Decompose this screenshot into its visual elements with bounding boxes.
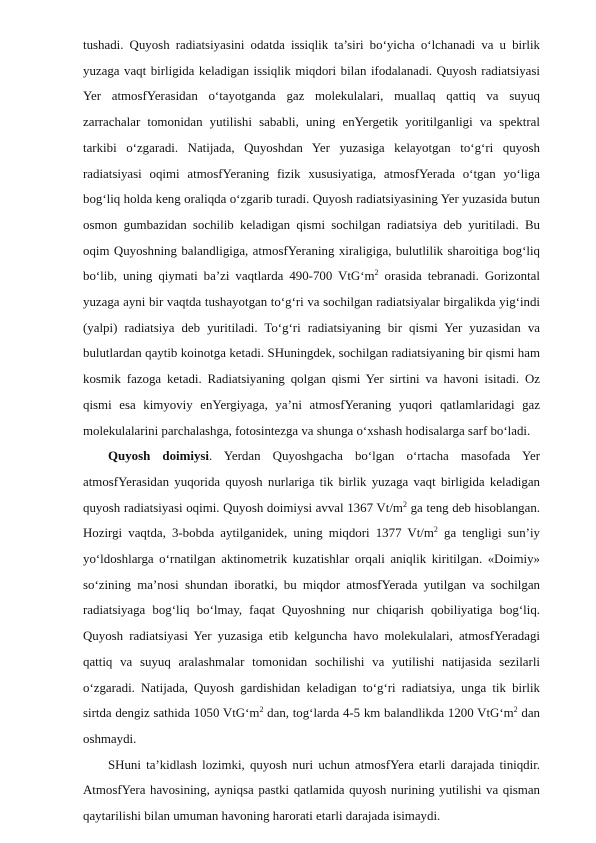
- superscript: 2: [374, 268, 379, 278]
- paragraph-atmosphere: [83, 753, 540, 830]
- paragraph-text: dan oshmaydi.: [83, 706, 540, 746]
- superscript: 2: [513, 705, 518, 715]
- paragraph-text: SHuni ta’kidlash lozimki, quyosh nuri uchun atmosfYera etarli darajada tiniqdir. AtmosfYera havosining, ayniqsa pastki qatlamida quyosh nurining yutilishi va qisman qaytarilishi bilan umuman havoning harorati etarli darajada isimaydi.: [83, 757, 540, 824]
- paragraph-text: ga tengligi sun’iy yo‘ldoshlarga o‘rnatilgan aktinometrik kuzatishlar orqali aniqlik kiritilgan. «Doimiy» so‘zining ma’nosi shundan iboratki, bu miqdor atmosfYerada yutilgan va sochilgan radiatsiyaga bog‘liq bo‘lmay, faqat Quyoshning nur chiqarish qobiliyatiga bog‘liq. Quyosh radiatsiyasi Yer yuzasiga etib kelguncha havo molekulalari, atmosfYeradagi qattiq va suyuq aralashmalar tomonidan sochilishi va yutilishi natijasida sezilarli o‘zgaradi. Natijada, Quyosh gardishidan keladigan to‘g‘ri radiatsiya, unga tik birlik sirtda dengiz sathida 1050 VtG‘m: [83, 526, 540, 721]
- superscript: 2: [433, 525, 438, 535]
- paragraph-text: dan, tog‘larda 4-5 km balandlikda 1200 VtG‘m: [263, 706, 514, 721]
- term-heading: Quyosh doimiysi: [108, 449, 209, 464]
- paragraph-text: orasida tebranadi. Gorizontal yuzaga ayni bir vaqtda tushayotgan to‘g‘ri va sochilgan radiatsiyalar birgalikda yig‘indi (yalpi) radiatsiya deb yuritiladi. To‘g‘ri radiatsiyaning bir qismi Yer yuzasidan va bulutlardan qaytib koinotga ketadi. SHuningdek, sochilgan radiatsiyaning bir qismi ham kosmik fazoga ketadi. Radiatsiyaning qolgan qismi Yer sirtini va havoni isitadi. Oz qismi esa kimyoviy enYergiyaga, ya’ni atmosfYeraning yuqori qatlamlaridagi gaz molekulalarini parchalashga, fotosintezga va shunga o‘xshash hodisalarga sarf bo‘ladi.: [83, 269, 540, 438]
- superscript: 2: [259, 705, 264, 715]
- paragraph-text: tushadi. Quyosh radiatsiyasini odatda issiqlik ta’siri bo‘yicha o‘lchanadi va u birlik yuzaga vaqt birligida keladigan issiqlik miqdori bilan ifodalanadi. Quyosh radiatsiyasi Yer atmosfYerasidan o‘tayotganda gaz molekulalari, muallaq qattiq va suyuq zarrachalar tomonidan yutilishi sababli, uning enYergetik yoritilganligi va spektral tarkibi o‘zgaradi. Natijada, Quyoshdan Yer yuzasiga kelayotgan to‘g‘ri quyosh radiatsiyasi oqimi atmosfYeraning fizik xususiyatiga, atmosfYerada o‘tgan yo‘liga bog‘liq holda keng oraliqda o‘zgarib turadi. Quyosh radiatsiyasining Yer yuzasida butun osmon gumbazidan sochilib keladigan qismi sochilgan radiatsiya deb yuritiladi. Bu oqim Quyoshning balandligiga, atmosfYeraning xiraligiga, bulutlilik sharoitiga bog‘liq bo‘lib, uning qiymati ba’zi vaqtlarda 490-700 VtG‘m: [83, 38, 540, 284]
- paragraph-text: ga teng deb hisoblangan. Hozirgi vaqtda, 3-bobda aytilganidek, uning miqdori 1377 Vt/m: [83, 500, 540, 541]
- paragraph-solar-constant: [83, 444, 540, 752]
- superscript: 2: [402, 499, 407, 509]
- paragraph-text: . Yerdan Quyoshgacha bo‘lgan o‘rtacha masofada Yer atmosfYerasidan yuqorida quyosh nurlariga tik birlik yuzaga vaqt birligida keladigan quyosh radiatsiyasi oqimi. Quyosh doimiysi avval 1367 Vt/m: [83, 449, 540, 515]
- paragraph-solar-radiation: [83, 33, 540, 444]
